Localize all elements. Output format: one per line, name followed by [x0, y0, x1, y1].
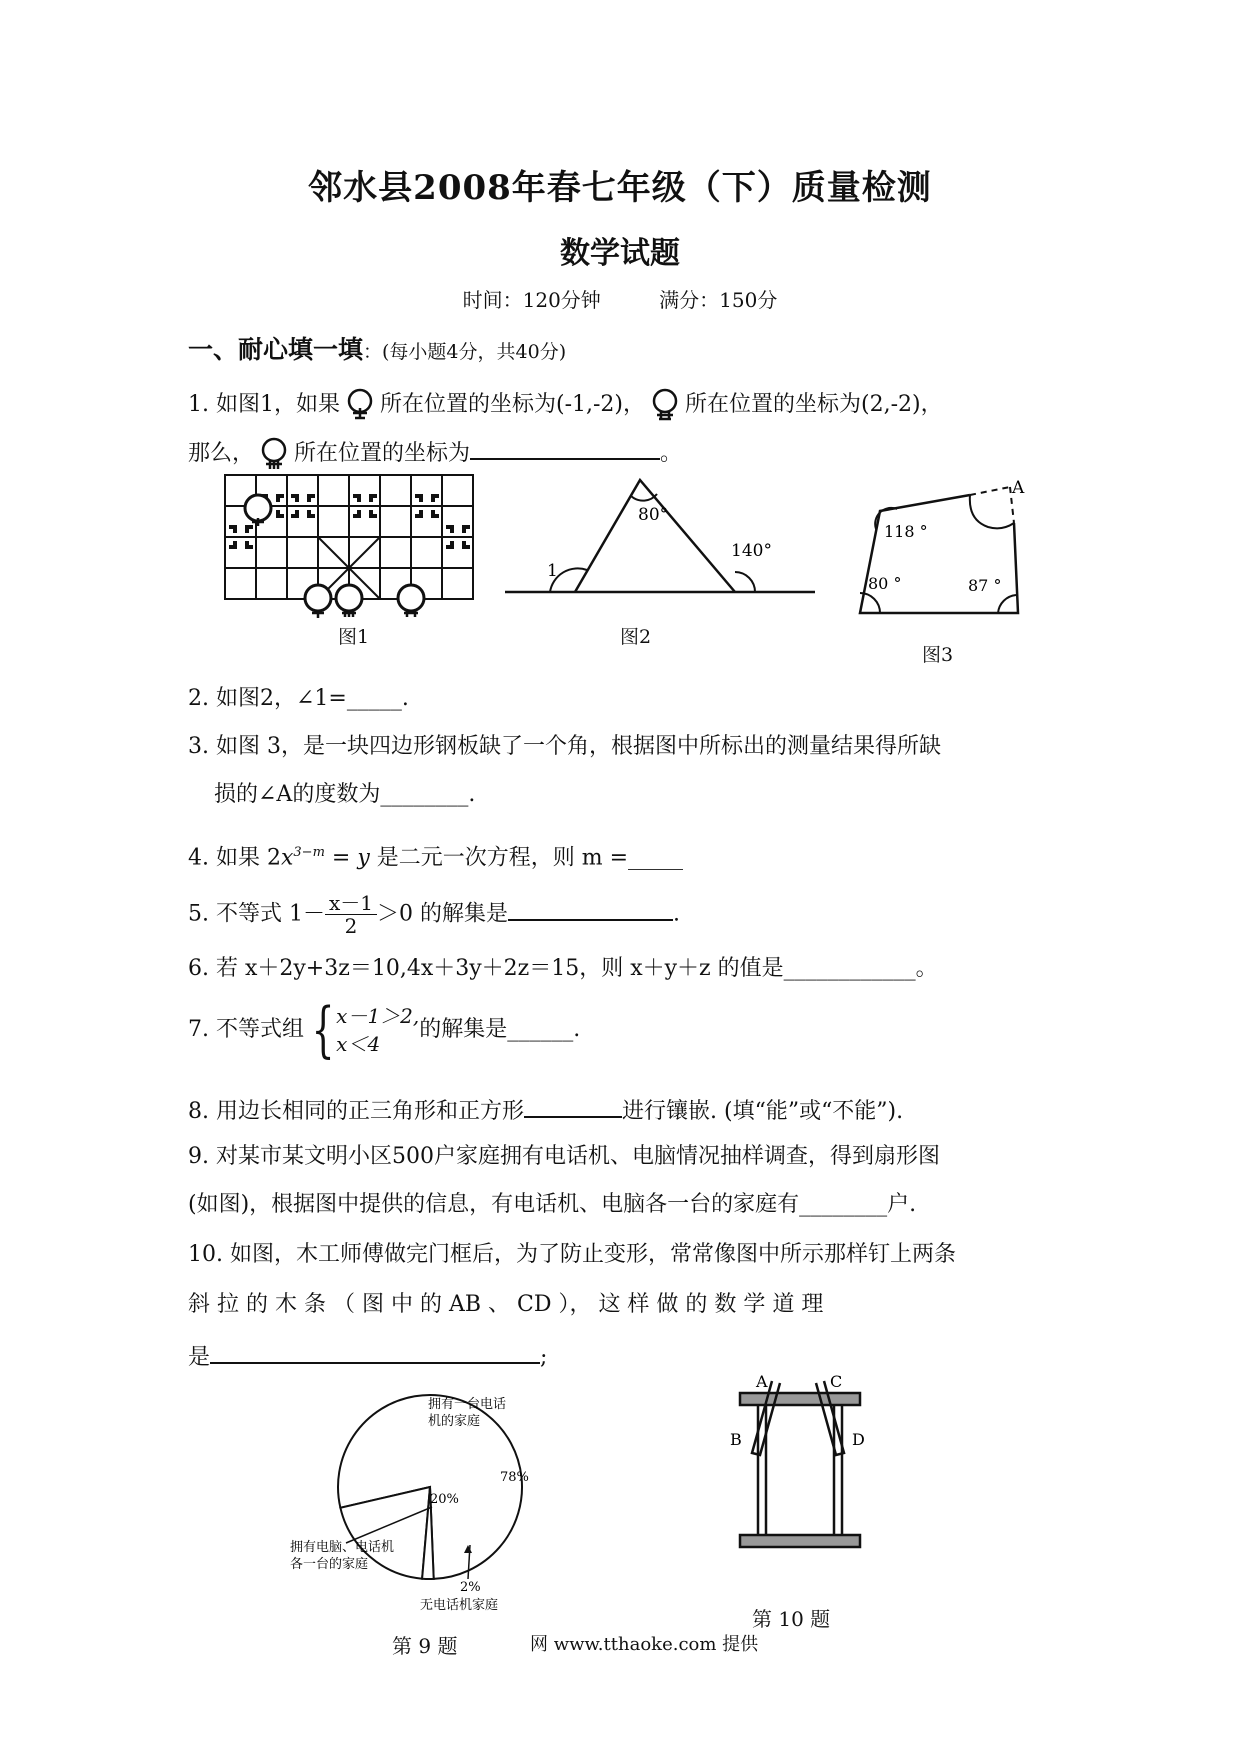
- figure-3: [840, 475, 1040, 629]
- question-3-line-1: 3. 如图 3，是一块四边形钢板缺了一个角，根据图中所标出的测量结果得所缺: [188, 734, 941, 759]
- q8-text-a: 8. 用边长相同的正三角形和正方形: [188, 1099, 524, 1124]
- q5-fraction: [325, 892, 377, 937]
- slice-label-phone-one-a: 拥有一台电话: [428, 1397, 507, 1412]
- page-subtitle: 数学试题: [560, 236, 680, 271]
- chess-piece-icon: [346, 388, 374, 422]
- slice-label-both-a: 拥有电脑、电话机: [290, 1540, 395, 1555]
- q5-denominator: 2: [344, 914, 358, 938]
- chessboard-diagram: [220, 470, 480, 620]
- question-1-line-1: [188, 388, 943, 422]
- q7-text-a: 7. 不等式组: [188, 1017, 304, 1042]
- q1-text-c: 所在位置的坐标为(2,-2)，: [685, 392, 943, 417]
- slice-value-20: 20%: [430, 1492, 459, 1507]
- question-10-line-2: 斜 拉 的 木 条 （ 图 中 的 AB 、 CD ）， 这 样 做 的 数 学 道 理: [188, 1292, 824, 1317]
- question-10-line-1: 10. 如图，木工师傅做完门框后，为了防止变形，常常像图中所示那样钉上两条: [188, 1242, 956, 1267]
- angle-87-label: 87 °: [968, 576, 1002, 595]
- section-heading: [188, 330, 566, 366]
- label-a: A: [756, 1375, 768, 1391]
- angle-80-label: 80°: [638, 505, 669, 525]
- section-note: ：(每小题4分，共40分): [363, 341, 567, 363]
- exam-meta: [0, 284, 1240, 313]
- q5-answer-blank[interactable]: [508, 897, 673, 921]
- q10-answer-blank[interactable]: [210, 1340, 540, 1364]
- question-9-line-1: 9. 对某市某文明小区500户家庭拥有电话机、电脑情况抽样调查，得到扇形图: [188, 1144, 940, 1169]
- chess-piece-icon: [651, 388, 679, 422]
- figure-3-caption: 图3: [922, 644, 954, 666]
- question-2: 2. 如图2，∠1=_____.: [188, 686, 409, 711]
- point-a-label: A: [1012, 478, 1025, 498]
- q7-eq-2: x＜4: [336, 1032, 381, 1056]
- exam-time: 时间：120分钟: [462, 288, 601, 312]
- figure-10-caption: 第 10 题: [752, 1607, 831, 1631]
- q4-text-a: 4. 如果: [188, 845, 260, 871]
- q7-text-b: 的解集是______.: [419, 1017, 581, 1042]
- label-d: D: [852, 1430, 865, 1449]
- figure-2: [505, 472, 815, 606]
- question-7: 7. 不等式组 { x－1＞2, x＜4 的解集是______.: [188, 995, 581, 1065]
- q10-end: ;: [540, 1345, 548, 1370]
- angle-118-label: 118 °: [884, 522, 928, 541]
- q7-eq-1: x－1＞2,: [336, 1004, 420, 1028]
- section-title: 一、耐心填一填: [188, 335, 364, 364]
- slice-value-78: 78%: [500, 1470, 529, 1485]
- figure-2-caption: 图2: [620, 626, 652, 648]
- q1-end: 。: [660, 441, 683, 466]
- q5-text-b: ＞0 的解集是: [377, 901, 508, 927]
- slice-label-both-b: 各一台的家庭: [290, 1557, 369, 1572]
- question-10-line-3: [188, 1340, 547, 1373]
- q10-text-a: 是: [188, 1345, 211, 1370]
- q8-answer-blank[interactable]: [524, 1094, 622, 1118]
- angle-140-label: 140°: [731, 541, 772, 561]
- quadrilateral-diagram: [840, 475, 1040, 625]
- figure-1: [220, 470, 480, 624]
- q7-system: [336, 1002, 419, 1058]
- q5-text-a: 5. 不等式 1－: [188, 901, 325, 927]
- door-frame-diagram: [730, 1375, 870, 1555]
- q1-text-b: 所在位置的坐标为(-1,-2)，: [379, 392, 646, 417]
- question-9-line-2: (如图)，根据图中提供的信息，有电话机、电脑各一台的家庭有________户.: [188, 1192, 917, 1217]
- triangle-diagram: [505, 472, 815, 602]
- q1-text-a: 1. 如图1，如果: [188, 392, 340, 417]
- q1-answer-blank[interactable]: [470, 436, 660, 460]
- chess-piece-icon: [260, 437, 288, 471]
- question-5: [188, 892, 680, 937]
- question-8: [188, 1094, 903, 1127]
- figure-9: [280, 1375, 560, 1619]
- q8-text-b: 进行镶嵌. (填“能”或“不能”).: [622, 1099, 904, 1124]
- pie-chart: [280, 1375, 560, 1615]
- q1-text-d: 那么，: [188, 441, 255, 466]
- figure-9-caption: 第 9 题: [392, 1634, 458, 1658]
- label-b: B: [730, 1430, 742, 1449]
- q4-text-b: 是二元一次方程，则 m =_____: [376, 845, 684, 871]
- slice-value-2: 2%: [460, 1580, 481, 1595]
- question-6: 6. 若 x＋2y+3z＝10,4x＋3y＋2z＝15，则 x＋y＋z 的值是____________。: [188, 956, 938, 981]
- angle-80-label: 80 °: [868, 574, 902, 593]
- figure-10: [730, 1375, 870, 1559]
- exam-score: 满分：150分: [659, 288, 778, 312]
- label-c: C: [830, 1375, 843, 1391]
- slice-label-none: 无电话机家庭: [420, 1598, 499, 1613]
- question-3-line-2: 损的∠A的度数为________.: [214, 782, 476, 807]
- page-title: 邻水县2008年春七年级（下）质量检测: [308, 168, 932, 208]
- q5-end: .: [673, 901, 680, 927]
- q5-numerator: x－1: [325, 892, 377, 915]
- question-1-line-2: [188, 436, 682, 471]
- question-4: 4. 如果 $2x^{3-m} = y$ 是二元一次方程，则 m =_____: [188, 845, 684, 871]
- angle-1-label: 1: [547, 561, 558, 581]
- footer-watermark: 网 www.tthaoke.com 提供: [530, 1634, 759, 1655]
- slice-label-phone-one-b: 机的家庭: [428, 1414, 481, 1429]
- figure-1-caption: 图1: [338, 626, 370, 648]
- q1-text-e: 所在位置的坐标为: [294, 441, 471, 466]
